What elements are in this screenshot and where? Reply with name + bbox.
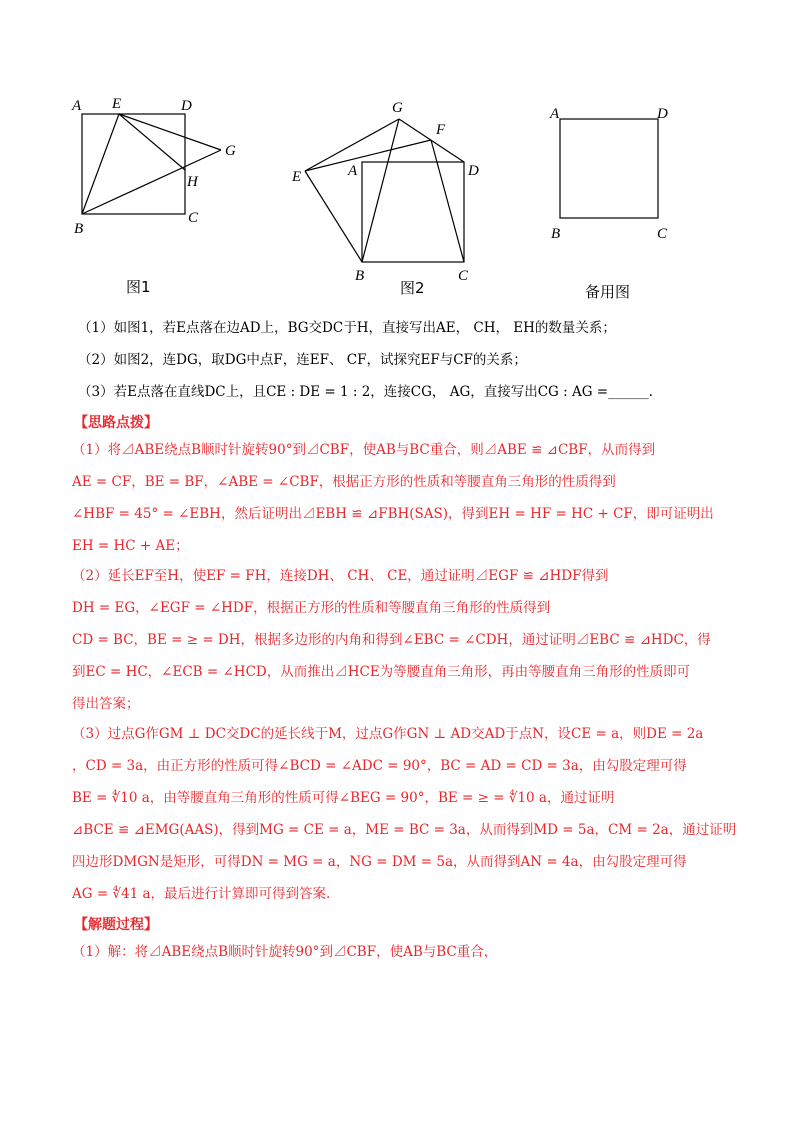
figure-2 (291, 100, 479, 297)
fig2-label-f: F (436, 122, 446, 138)
fig1-label-h: H (187, 174, 198, 190)
fig1-segment-bg (82, 150, 221, 214)
solution-line: （1）解：将⊿ABE绕点B顺时针旋转90°到⊿CBF，使AB与BC重合， (72, 944, 498, 960)
fig2-segment-bg (362, 119, 399, 262)
analysis-heading: 【思路点拨】 (74, 415, 158, 431)
analysis-line: AE = CF，BE = BF，∠ABE = ∠CBF，根据正方形的性质和等腰直角三角形的性质得到 (72, 474, 616, 490)
fig1-label-b: B (74, 221, 84, 237)
fig3-label-d: D (657, 106, 668, 122)
fig1-square (82, 114, 185, 214)
analysis-line: （2）延长EF至H，使EF = FH，连接DH、 CH、 CE，通过证明⊿EGF ≌ ⊿HDF得到 (72, 568, 609, 584)
fig1-segment-eh (119, 114, 185, 170)
fig3-caption: 备用图 (585, 283, 631, 301)
fig2-square (362, 162, 464, 262)
figures (0, 0, 800, 310)
analysis-line: EH = HC + AE； (72, 538, 189, 554)
analysis-line: CD = BC，BE = ≥ = DH，根据多边形的内角和得到∠EBC = ∠CDH，通过证明⊿EBC ≌ ⊿HDC，得 (72, 632, 711, 648)
analysis-line: 到EC = HC，∠ECB = ∠HCD，从而推出⊿HCE为等腰直角三角形，再由等腰直角三角形的性质即可 (72, 664, 691, 680)
fig3-label-c: C (657, 226, 668, 242)
question-1: （1）如图1，若E点落在边AD上，BG交DC于H，直接写出AE， CH， EH的数量关系； (78, 320, 616, 336)
analysis-line: BE = ∜10 a，由等腰直角三角形的性质可得∠BEG = 90°，BE = ≥ = ∜10 a，通过证明 (72, 790, 615, 806)
analysis-line: DH = EG，∠EGF = ∠HDF，根据正方形的性质和等腰直角三角形的性质得到 (72, 600, 551, 616)
analysis-line: AG = ∜41 a，最后进行计算即可得到答案. (72, 886, 331, 902)
question-2: （2）如图2，连DG，取DG中点F，连EF、 CF，试探究EF与CF的关系； (78, 352, 527, 368)
fig3-label-b: B (551, 226, 561, 242)
fig2-label-e: E (292, 169, 302, 185)
fig2-label-d: D (468, 163, 479, 179)
analysis-line: 四边形DMGN是矩形，可得DN = MG = a，NG = DM = 5a，从而得到AN = 4a，由勾股定理可得 (72, 854, 687, 870)
analysis-line: ，CD = 3a，由正方形的性质可得∠BCD = ∠ADC = 90°，BC = AD = CD = 3a，由勾股定理可得 (72, 758, 687, 774)
fig1-caption: 图1 (126, 278, 151, 296)
analysis-line: ⊿BCE ≌ ⊿EMG(AAS)，得到MG = CE = a，ME = BC = 3a，从而得到MD = 5a，CM = 2a，通过证明 (72, 822, 737, 838)
analysis-line: ∠HBF = 45° = ∠EBH，然后证明出⊿EBH ≌ ⊿FBH(SAS)，得到EH = HF = HC + CF，即可证明出 (72, 506, 714, 522)
figure-3 (549, 106, 668, 301)
fig2-segment-be (305, 171, 362, 262)
fig1-label-a: A (72, 98, 82, 114)
analysis-line: 得出答案； (72, 696, 140, 712)
figure-1 (71, 96, 236, 296)
fig2-label-a: A (348, 163, 358, 179)
fig1-label-d: D (181, 98, 192, 114)
solution-heading: 【解题过程】 (74, 917, 158, 933)
fig2-label-c: C (458, 268, 469, 284)
geometry-figures (0, 0, 800, 310)
fig2-label-g: G (392, 100, 403, 116)
fig3-label-a: A (550, 106, 560, 122)
fig1-segment-eg (119, 114, 221, 150)
fig1-label-g: G (225, 143, 236, 159)
fig3-square (560, 119, 658, 218)
analysis-line: （1）将⊿ABE绕点B顺时针旋转90°到⊿CBF，使AB与BC重合，则⊿ABE ≌ ⊿CBF，从而得到 (72, 442, 656, 458)
fig2-label-b: B (355, 268, 365, 284)
fig2-segment-ef (305, 140, 431, 171)
fig1-label-c: C (188, 210, 199, 226)
analysis-line: （3）过点G作GM ⊥ DC交DC的延长线于M，过点G作GN ⊥ AD交AD于点N，设CE = a，则DE = 2a (72, 726, 704, 742)
fig2-caption: 图2 (400, 279, 425, 297)
fig1-label-e: E (112, 96, 122, 112)
question-3: （3）若E点落在直线DC上，且CE : DE = 1 : 2，连接CG， AG，直接写出CG : AG =______. (78, 384, 653, 400)
